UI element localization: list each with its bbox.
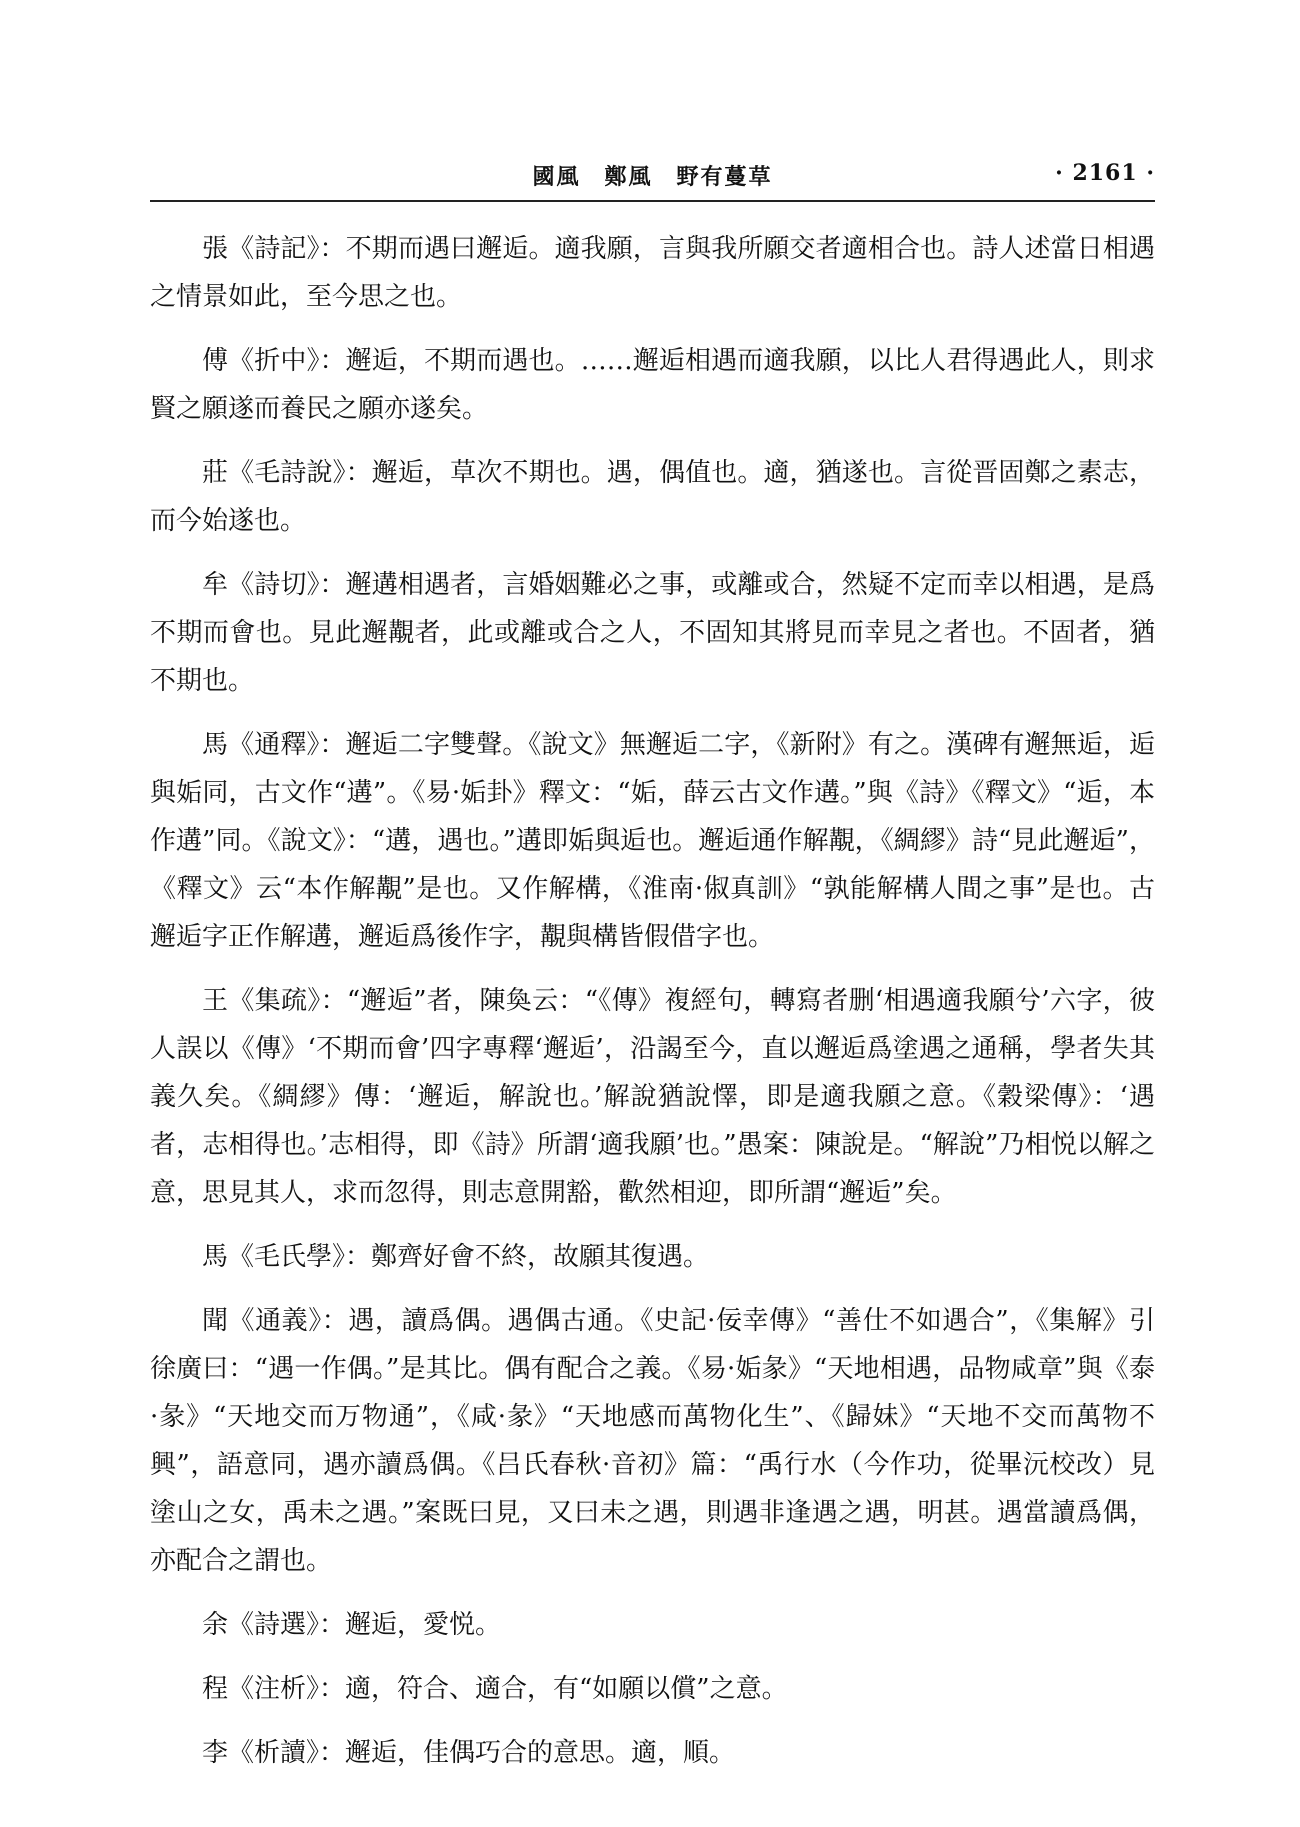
page-header: [150, 150, 1155, 200]
commentary-zhang-shiji: 張《詩記》：不期而遇曰邂逅。適我願，言與我所願交者適相合也。詩人述當日相遇之情景如此，至今思之也。: [150, 234, 1155, 312]
body-text: [150, 225, 1155, 1768]
commentary-li-xidu: 李《析讀》：邂逅，佳偶巧合的意思。適，順。: [202, 1738, 736, 1768]
commentary-wen-tongyi: 聞《通義》：遇，讀爲偶。遇偶古通。《史記·佞幸傳》“善仕不如遇合”，《集解》引徐廣曰：“遇一作偶。”是其比。偶有配合之義。《易·姤彖》“天地相遇，品物咸章”與《泰·彖》“天地交而万物通”，《咸·彖》“天地感而萬物化生”、《歸妹》“天地不交而萬物不興”，語意同，遇亦讀爲偶。《吕氏春秋·音初》篇：“禹行水（今作功，從畢沅校改）見塗山之女，禹未之遇。”案既曰見，又曰未之遇，則遇非逢遇之遇，明甚。遇當讀爲偶，亦配合之謂也。: [150, 1306, 1155, 1576]
commentary-fu-zhezhong: 傅《折中》：邂逅，不期而遇也。……邂逅相遇而適我願，以比人君得遇此人，則求賢之願遂而養民之願亦遂矣。: [150, 346, 1155, 424]
commentary-ma-tongshi: 馬《通釋》：邂逅二字雙聲。《說文》無邂逅二字，《新附》有之。漢碑有邂無逅，逅與姤同，古文作“遘”。《易·姤卦》釋文：“姤，薛云古文作遘。”與《詩》《釋文》“逅，本作遘”同。《說文》：“遘，遇也。”遘即姤與逅也。邂逅通作解覯，《綢繆》詩“見此邂逅”，《釋文》云“本作解覯”是也。又作解構，《淮南·俶真訓》“孰能解構人間之事”是也。古邂逅字正作解遘，邂逅爲後作字，覯與構皆假借字也。: [150, 730, 1155, 952]
commentary-zhuang-maoshishuo: 莊《毛詩說》：邂逅，草次不期也。遇，偶值也。適，猶遂也。言從晋固鄭之素志，而今始遂也。: [150, 458, 1155, 536]
commentary-cheng-zhuxi: 程《注析》：適，符合、適合，有“如願以償”之意。: [202, 1674, 788, 1704]
running-title: 國風 鄭風 野有蔓草: [532, 164, 773, 190]
commentary-wang-jishu: 王《集疏》：“邂逅”者，陳奐云：“《傳》複經句，轉寫者删‘相遇適我願兮’六字，彼人誤以《傳》‘不期而會’四字專釋‘邂逅’，沿謁至今，直以邂逅爲塗遇之通稱，學者失其義久矣。《綢繆》傳：‘邂逅，解說也。’解說猶說懌，即是適我願之意。《穀梁傳》：‘遇者，志相得也。’志相得，即《詩》所謂‘適我願’也。”愚案：陳說是。“解說”乃相悦以解之意，思見其人，求而忽得，則志意開豁，歡然相迎，即所謂“邂逅”矣。: [150, 986, 1155, 1208]
page-number: · 2161 ·: [1055, 160, 1155, 186]
commentary-yu-shixuan: 余《詩選》：邂逅，愛悦。: [202, 1610, 502, 1640]
commentary-ma-maoshixue: 馬《毛氏學》：鄭齊好會不終，故願其復遇。: [202, 1242, 710, 1272]
commentary-mou-shiqie: 牟《詩切》：邂遘相遇者，言婚姻難必之事，或離或合，然疑不定而幸以相遇，是爲不期而會也。見此邂覯者，此或離或合之人，不固知其將見而幸見之者也。不固者，猶不期也。: [150, 570, 1155, 696]
header-rule: [150, 200, 1155, 202]
